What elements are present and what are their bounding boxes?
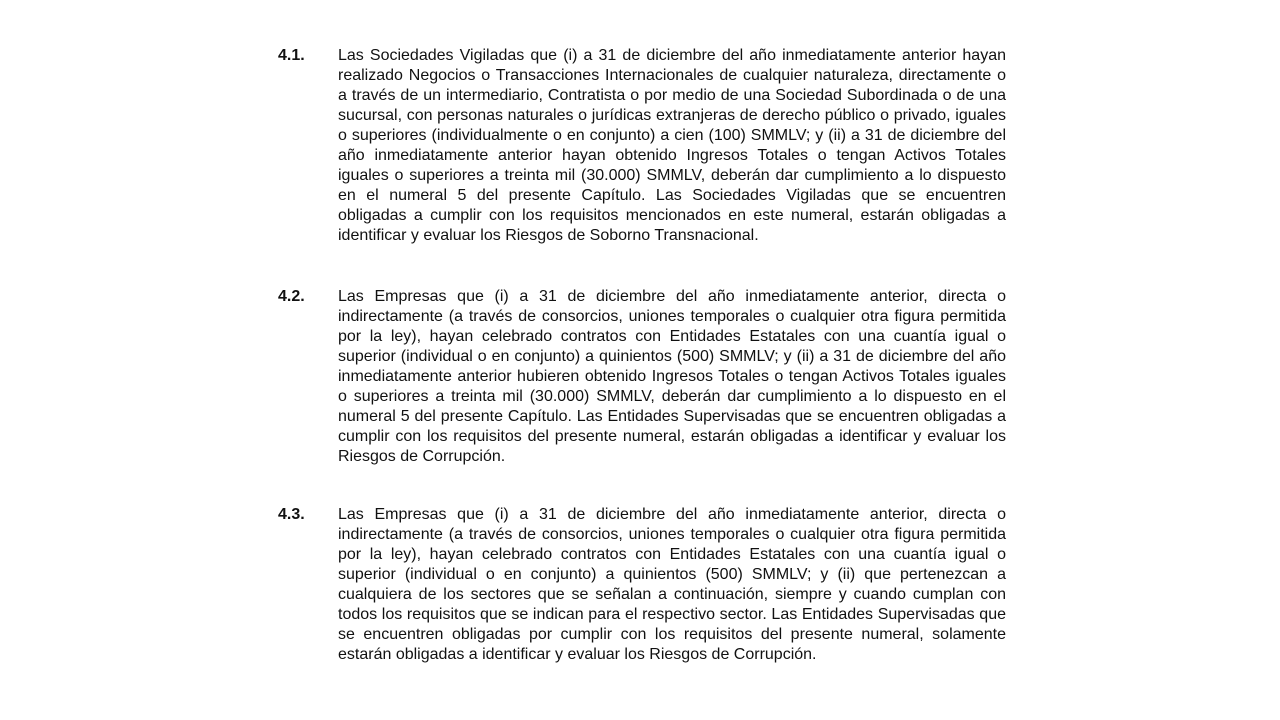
clause-number: 4.3. (278, 506, 305, 523)
clause-number: 4.2. (278, 288, 305, 305)
clause-text: Las Empresas que (i) a 31 de diciembre del año inmediatamente anterior, directa o indirectamente (a través de consorcios, uniones temporales o cualquier otra figura permitida por la ley), hayan celebrado contratos con Entidades Estatales con una cuantía igual o superior (individual o en conjunto) a quinientos (500) SMMLV; y (ii) que pertenezcan a cualquiera de los sectores que se señalan a continuación, siempre y cuando cumplan con todos los requisitos que se indican para el respectivo sector. Las Entidades Supervisadas que se encuentren obligadas por cumplir con los requisitos del presente numeral, solamente estarán obligadas a identificar y evaluar los Riesgos de Corrupción. (338, 506, 1006, 663)
clause-text: Las Empresas que (i) a 31 de diciembre del año inmediatamente anterior, directa o indirectamente (a través de consorcios, uniones temporales o cualquier otra figura permitida por la ley), hayan celebrado contratos con Entidades Estatales con una cuantía igual o superior (individual o en conjunto) a quinientos (500) SMMLV; y (ii) a 31 de diciembre del año inmediatamente anterior hubieren obtenido Ingresos Totales o tengan Activos Totales iguales o superiores a treinta mil (30.000) SMMLV, deberán dar cumplimiento a lo dispuesto en el numeral 5 del presente Capítulo. Las Entidades Supervisadas que se encuentren obligadas a cumplir con los requisitos del presente numeral, estarán obligadas a identificar y evaluar los Riesgos de Corrupción. (338, 288, 1006, 465)
clause-text: Las Sociedades Vigiladas que (i) a 31 de diciembre del año inmediatamente anterior hayan realizado Negocios o Transacciones Internacionales de cualquier naturaleza, directamente o a través de un intermediario, Contratista o por medio de una Sociedad Subordinada o de una sucursal, con personas naturales o jurídicas extranjeras de derecho público o privado, iguales o superiores (individualmente o en conjunto) a cien (100) SMMLV; y (ii) a 31 de diciembre del año inmediatamente anterior hayan obtenido Ingresos Totales o tengan Activos Totales iguales o superiores a treinta mil (30.000) SMMLV, deberán dar cumplimiento a lo dispuesto en el numeral 5 del presente Capítulo. Las Sociedades Vigiladas que se encuentren obligadas a cumplir con los requisitos mencionados en este numeral, estarán obligadas a identificar y evaluar los Riesgos de Soborno Transnacional. (338, 47, 1006, 244)
clause-number: 4.1. (278, 47, 305, 64)
